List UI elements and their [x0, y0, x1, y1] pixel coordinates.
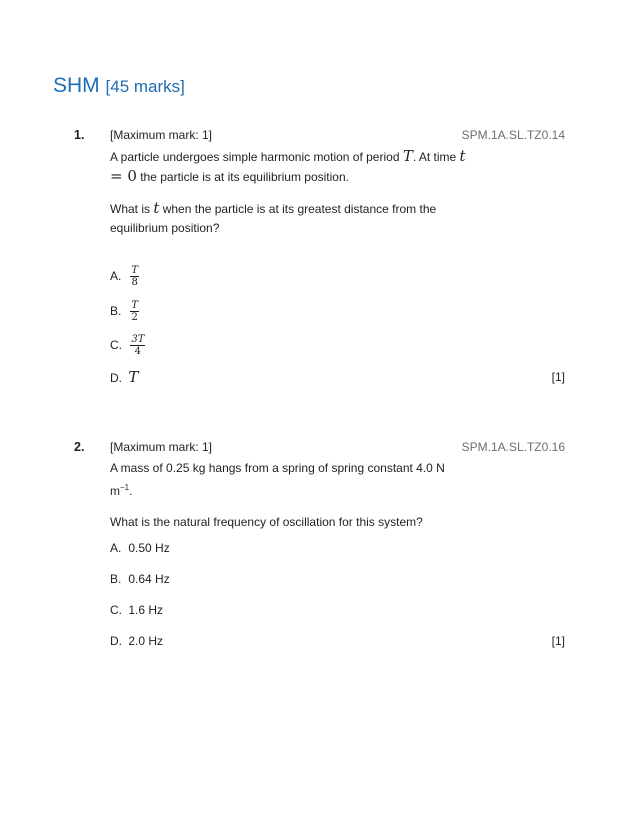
stem-text: A particle undergoes simple harmonic motion of period [110, 150, 403, 164]
marks-award: [1] [551, 634, 565, 648]
math-variable: t [153, 199, 160, 217]
prompt-text: What is [110, 202, 154, 216]
option-letter: C. [110, 603, 122, 617]
stem-text: . At time [412, 150, 460, 164]
question-number: 1. [74, 128, 85, 142]
option-c [110, 334, 145, 357]
question-stem [110, 147, 470, 187]
question-number: 2. [74, 440, 85, 454]
fraction [130, 300, 139, 323]
maximum-mark: [Maximum mark: 1] [110, 440, 213, 454]
fraction-denominator: 8 [131, 277, 138, 288]
total-marks: [45 marks] [105, 77, 185, 96]
page-title [53, 74, 185, 98]
option-a [110, 541, 170, 555]
question-body [110, 147, 470, 250]
option-d [110, 634, 163, 648]
option-letter: A. [110, 268, 122, 283]
fraction-denominator: 4 [134, 346, 142, 357]
fraction-numerator: 3T [131, 334, 145, 345]
question-stem [110, 459, 470, 501]
option-letter: A. [110, 541, 122, 555]
math-variable: t [459, 147, 466, 165]
prompt-text: when the particle is at its greatest distance from the equilibrium position? [110, 202, 437, 235]
math-expression: = 0 [110, 167, 137, 185]
option-letter: B. [110, 572, 122, 586]
option-letter: B. [110, 303, 122, 318]
option-text: 1.6 Hz [128, 603, 164, 617]
option-letter: D. [110, 371, 122, 385]
option-text: 2.0 Hz [128, 634, 164, 648]
option-text: T [128, 368, 139, 386]
question-prompt [110, 199, 470, 238]
option-letter: C. [110, 337, 122, 352]
fraction-denominator: 2 [131, 312, 138, 323]
option-b [110, 300, 139, 323]
marks-award: [1] [551, 370, 565, 384]
stem-superscript: −1 [120, 483, 130, 492]
option-letter: D. [110, 634, 122, 648]
question-body [110, 459, 470, 544]
stem-text: . [129, 484, 133, 498]
fraction [130, 334, 145, 357]
fraction-numerator: T [131, 300, 139, 311]
stem-text: A mass of 0.25 kg hangs from a spring of spring constant 4.0 N m [110, 461, 445, 498]
option-a [110, 265, 139, 288]
option-b [110, 572, 170, 586]
math-variable: T [402, 147, 413, 165]
option-d [110, 368, 138, 386]
fraction [130, 265, 139, 288]
question-reference: SPM.1A.SL.TZ0.14 [461, 128, 565, 142]
option-text: 0.50 Hz [128, 541, 170, 555]
title-text: SHM [53, 74, 100, 97]
option-text: 0.64 Hz [128, 572, 170, 586]
question-prompt: What is the natural frequency of oscillation for this system? [110, 515, 423, 529]
question-reference: SPM.1A.SL.TZ0.16 [461, 440, 565, 454]
fraction-numerator: T [131, 265, 139, 276]
maximum-mark: [Maximum mark: 1] [110, 128, 213, 142]
stem-text: the particle is at its equilibrium position. [136, 170, 349, 184]
option-c [110, 603, 163, 617]
